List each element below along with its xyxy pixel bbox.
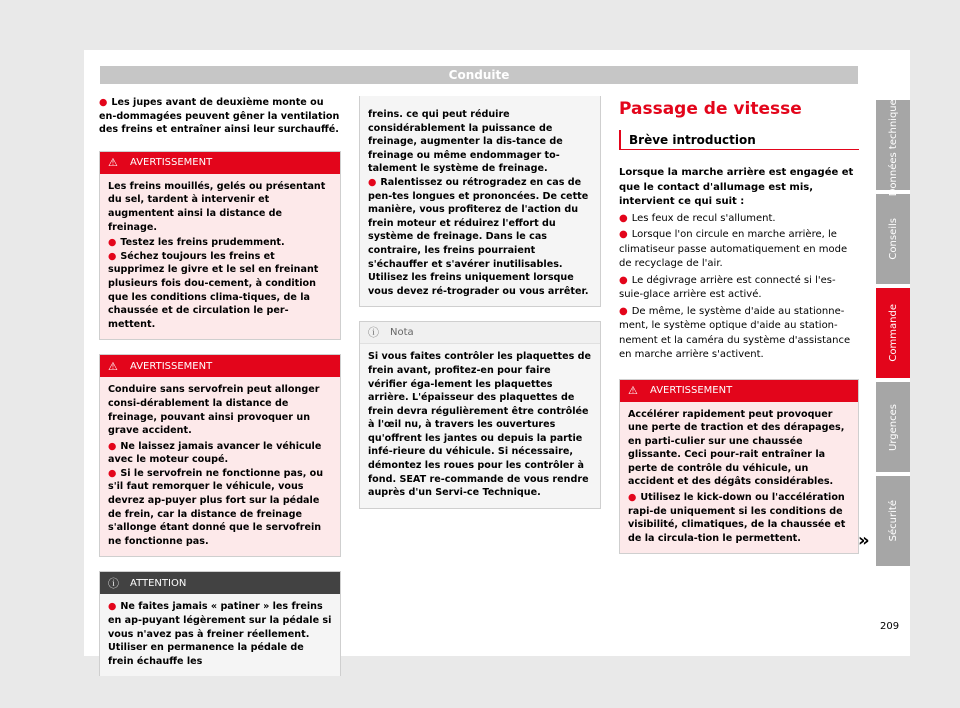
warning-header: ⚠ AVERTISSEMENT: [100, 152, 340, 174]
section-tabs: [876, 93, 910, 570]
bullet-icon: ●: [108, 440, 117, 452]
bullet-icon: ●: [108, 601, 117, 613]
bullet-icon: ●: [619, 229, 628, 240]
bullet-icon: ●: [108, 467, 117, 479]
warning-body: Conduire sans servofrein peut allonger consi-dérablement la distance de freinage, pouvant ainsi provoquer un grave accident. ● Ne laissez jamais avancer le véhicule avec le moteur coupé. ● Si le servofrein ne fonctionne pas, ou s'il faut remorquer le véhicule, vous devrez ap-puyer plus fort sur la pédale de frein, car la distance de freinage s'allonge étant donné que le servofrein ne fonctionne pas.: [100, 377, 340, 556]
warning-triangle-icon: ⚠: [108, 155, 118, 169]
attention-box: [99, 571, 341, 676]
warning-header: ⚠ AVERTISSEMENT: [620, 380, 858, 402]
warning-body: Accélérer rapidement peut provoquer une perte de traction et des dérapages, en parti-culier sur une chaussée glissante. Ceci pour-rait entraîner la perte de contrôle du véhicule, un accident et des dégâts considérables. ● Utilisez le kick-down ou l'accélération rapi-de uniquement si les conditions de visibilité, climatiques, de la chaussée et de la circula-tion le permettent.: [620, 402, 858, 554]
column-1: [99, 96, 341, 676]
bullet-icon: ●: [108, 237, 117, 249]
list-item: ● Ralentissez ou rétrogradez en cas de pen-tes longues et prononcées. De cette manière, vous profiterez de l'action du frein moteur et réduirez l'effort du système de freinage. Dans le cas contraire, les freins pourraient s'échauffer et s'avérer inutilisables. Utilisez les freins uniquement lorsque vous devez ré-trograder ou vous arrêter.: [368, 176, 589, 297]
warning-triangle-icon: ⚠: [628, 383, 638, 397]
note-header: ⓘ Nota: [360, 322, 600, 344]
warning-triangle-icon: ⚠: [108, 359, 118, 373]
chapter-header: Conduite: [100, 66, 858, 84]
list-item: ● De même, le système d'aide au stationne-ment, le système optique d'aide au station-nement et la caméra du système d'assistance en marche arrière s'activent.: [619, 305, 851, 360]
list-item: ● Séchez toujours les freins et supprimez le givre et le sel en freinant plusieurs fois dou-cement, à condition que les conditions clima-tiques, de la chaussée et de circulation le per-mettent.: [108, 250, 319, 330]
attention-box-continued: [359, 96, 601, 307]
section-subtitle: Brève introduction: [619, 130, 859, 150]
tab-conseils[interactable]: Conseils: [876, 194, 910, 284]
list-item: ● Ne faites jamais « patiner » les freins en ap-puyant légèrement sur la pédale si vous n'avez pas à freiner réellement. Utiliser en permanence la pédale de frein échauffe les: [108, 601, 332, 667]
tab-commande[interactable]: Commande: [876, 288, 910, 378]
bullet-icon: ●: [368, 176, 377, 188]
list-item: ● Le dégivrage arrière est connecté si l'es-suie-glace arrière est activé.: [619, 274, 836, 300]
attention-header: ⓘ ATTENTION: [100, 572, 340, 594]
warning-box: [99, 151, 341, 341]
list-item: ● Ne laissez jamais avancer le véhicule avec le moteur coupé.: [108, 440, 322, 466]
intro-text: Lorsque la marche arrière est engagée et que le contact d'allumage est mis, intervient ce qui suit :: [619, 167, 854, 207]
tab-donnees-techniques[interactable]: Données techniques: [876, 100, 910, 190]
column-2: [359, 96, 601, 509]
section-title: Passage de vitesse: [619, 99, 802, 119]
list-item: ● Testez les freins prudemment.: [108, 237, 285, 249]
warning-box: [99, 354, 341, 557]
bullet-icon: ●: [628, 492, 637, 504]
list-item: ● Les feux de recul s'allument.: [619, 212, 776, 224]
list-item: ● Les jupes avant de deuxième monte ou en-dommagées peuvent gêner la ventilation des freins et entraîner ainsi leur surchauffé.: [99, 97, 340, 136]
bullet-icon: ●: [108, 250, 117, 262]
page-number: 209: [880, 621, 900, 632]
note-icon: ⓘ: [368, 326, 379, 340]
list-item: ● Si le servofrein ne fonctionne pas, ou s'il faut remorquer le véhicule, vous devrez ap-puyer plus fort sur la pédale de frein, car la distance de freinage s'allonge étant donné que le servofrein ne fonctionne pas.: [108, 467, 324, 547]
bullet-icon: ●: [619, 212, 628, 224]
bullet-icon: ●: [619, 274, 628, 286]
warning-header: ⚠ AVERTISSEMENT: [100, 355, 340, 377]
tab-urgences[interactable]: Urgences: [876, 382, 910, 472]
warning-box: [619, 379, 859, 555]
warning-body: Les freins mouillés, gelés ou présentant du sel, tardent à intervenir et augmentent ainsi la distance de freinage. ● Testez les freins prudemment. ● Séchez toujours les freins et supprimez le givre et le sel en freinant plusieurs fois dou-cement, à condition que les conditions clima-tiques, de la chaussée et de circulation le per-mettent.: [100, 174, 340, 340]
continue-arrow-icon: »: [858, 530, 870, 551]
bullet-icon: ●: [99, 97, 108, 108]
attention-body: [100, 594, 340, 676]
column-3: [619, 96, 859, 554]
tab-securite[interactable]: Sécurité: [876, 476, 910, 566]
list-item: ● Utilisez le kick-down ou l'accélération rapi-de uniquement si les conditions de visibilité, climatiques, de la chaussée et de la circula-tion le permettent.: [628, 492, 846, 544]
info-circle-icon: ⓘ: [108, 576, 119, 590]
note-box: [359, 321, 601, 509]
note-body: Si vous faites contrôler les plaquettes de frein avant, profitez-en pour faire vérifier éga-lement les plaquettes arrière. L'épaisseur des plaquettes de frein devra régulièrement être contrôlée à l'œil nu, à travers les ouvertures qu'offrent les jantes ou depuis la partie infé-rieure du véhicule. Si nécessaire, démontez les roues pour les contrôler à fond. SEAT re-commande de vous rendre auprès d'un Servi-ce Technique.: [360, 344, 600, 508]
bullet-icon: ●: [619, 305, 628, 317]
attention-body: freins. ce qui peut réduire considérablement la puissance de freinage, augmenter la dis-tance de freinage ou même endommager to-talement le système de freinage. ● Ralentissez ou rétrogradez en cas de pen-tes longues et prononcées. De cette manière, vous profiterez de l'action du frein moteur et réduirez l'effort du système de freinage. Dans le cas contraire, les freins pourraient s'échauffer et s'avérer inutilisables. Utilisez les freins uniquement lorsque vous devez ré-trograder ou vous arrêter.: [360, 96, 600, 306]
list-item: ● Lorsque l'on circule en marche arrière, le climatiseur passe automatiquement en mode de recyclage de l'air.: [619, 229, 848, 269]
